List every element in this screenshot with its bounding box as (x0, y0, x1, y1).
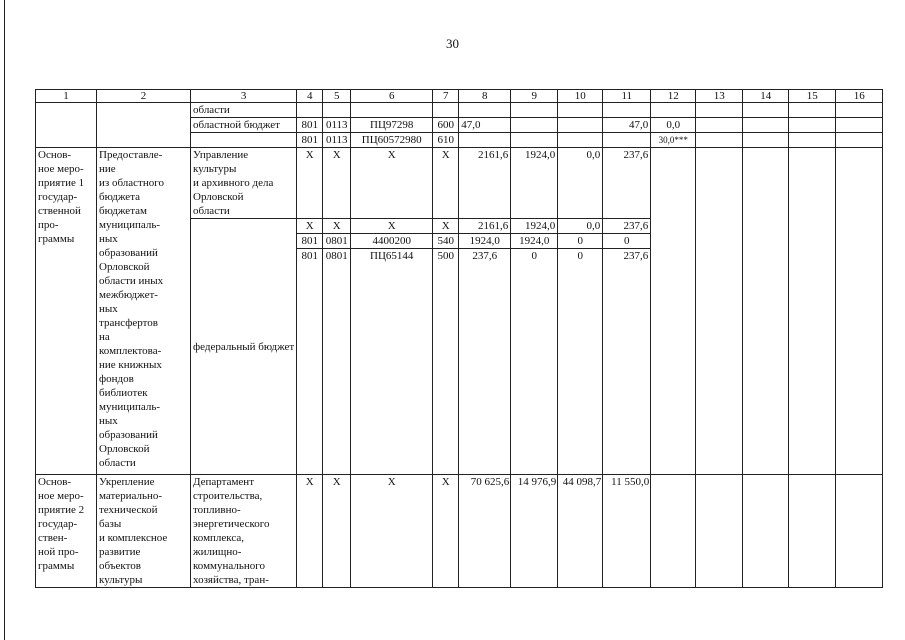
csr-cell: ПЦ65144 (351, 249, 433, 475)
text-line: ных (99, 233, 118, 245)
value-cell: 0 (558, 234, 603, 249)
text-line: Орловской (193, 191, 244, 203)
text-line: ствен- (38, 532, 68, 544)
rzpr-cell: 0801 (323, 234, 351, 249)
header-cell: 12 (651, 90, 696, 103)
page-edge-line (4, 0, 5, 640)
text-line: на (99, 331, 110, 343)
text-line: межбюджет- (99, 289, 158, 301)
header-cell: 9 (511, 90, 558, 103)
header-cell: 13 (696, 90, 743, 103)
text-line: муниципаль- (99, 401, 161, 413)
text-line: библиотек (99, 387, 148, 399)
measure-name-cell (36, 475, 97, 588)
value-cell: 14 976,9 (511, 475, 558, 588)
table-row (36, 148, 883, 219)
grbs-cell: X (297, 148, 323, 219)
text-line: культуры (99, 574, 143, 586)
header-cell: 5 (323, 90, 351, 103)
value-cell: 2161,6 (459, 148, 511, 219)
responsible-cell (191, 475, 297, 588)
table-row (36, 475, 883, 588)
text-line: Предоставле- (99, 149, 163, 161)
vr-cell: X (433, 475, 459, 588)
text-line: и архивного дела (193, 177, 274, 189)
value-cell: 0 (558, 249, 603, 475)
text-line: бюджетам (99, 205, 147, 217)
vr-cell: X (433, 219, 459, 234)
csr-cell: X (351, 475, 433, 588)
responsible-cell (191, 148, 297, 219)
text-line: Орловской (99, 261, 150, 273)
text-line: базы (99, 518, 122, 530)
vr-cell: 500 (433, 249, 459, 475)
budget-cell: областной бюджет (191, 118, 297, 133)
text-line: комплектова- (99, 345, 162, 357)
text-line: хозяйства, тран- (193, 574, 269, 586)
text-line: комплекса, (193, 532, 245, 544)
value-cell: 11 550,0 (603, 475, 651, 588)
rzpr-cell: X (323, 219, 351, 234)
text-line: приятие 1 (38, 177, 85, 189)
value-cell: 1924,0 (511, 148, 558, 219)
value-cell: 1924,0 (459, 234, 511, 249)
text-line: ние книжных (99, 359, 162, 371)
header-cell: 3 (191, 90, 297, 103)
text-line: Орловской (99, 443, 150, 455)
header-cell: 7 (433, 90, 459, 103)
text-line: Укрепление (99, 476, 155, 488)
grbs-cell: 801 (297, 133, 323, 148)
text-line: приятие 2 (38, 504, 85, 516)
header-cell: 16 (836, 90, 883, 103)
text-line: ное меро- (38, 490, 84, 502)
text-line: области (99, 457, 136, 469)
header-cell: 14 (743, 90, 789, 103)
header-cell: 6 (351, 90, 433, 103)
text-line: жилищно- (193, 546, 242, 558)
text-line: ние (99, 163, 116, 175)
text-line: бюджета (99, 191, 141, 203)
grbs-cell: X (297, 219, 323, 234)
header-row (36, 90, 883, 103)
text-line: развитие (99, 546, 141, 558)
text-line: образований (99, 429, 158, 441)
text-line: энергетического (193, 518, 270, 530)
rzpr-cell: X (323, 475, 351, 588)
header-cell: 1 (36, 90, 97, 103)
rzpr-cell: 0801 (323, 249, 351, 475)
text-line: ных (99, 303, 118, 315)
text-line: государ- (38, 191, 78, 203)
header-cell: 11 (603, 90, 651, 103)
value-cell: 0,0 (558, 219, 603, 234)
cell-empty (36, 103, 97, 148)
text-line: Основ- (38, 476, 72, 488)
text-line: граммы (38, 233, 75, 245)
value-cell: 44 098,7 (558, 475, 603, 588)
header-cell: 15 (789, 90, 836, 103)
cell-empty (97, 103, 191, 148)
value-cell: 1924,0 (511, 219, 558, 234)
text-line: про- (38, 219, 59, 231)
text-line: муниципаль- (99, 219, 161, 231)
grbs-cell: 801 (297, 249, 323, 475)
rzpr-cell: 0113 (323, 133, 351, 148)
value-cell: 237,6 (603, 249, 651, 475)
vr-cell: 540 (433, 234, 459, 249)
text-line: объектов (99, 560, 141, 572)
text-line: коммунального (193, 560, 265, 572)
csr-cell: ПЦ60572980 (351, 133, 433, 148)
text-line: культуры (193, 163, 237, 175)
value-cell: 70 625,6 (459, 475, 511, 588)
csr-cell: X (351, 219, 433, 234)
text-line: Основ- (38, 149, 72, 161)
text-line: трансфертов (99, 317, 158, 329)
text-line: и комплексное (99, 532, 168, 544)
value-cell: 47,0 (603, 118, 651, 133)
text-line: технической (99, 504, 158, 516)
text-line: граммы (38, 560, 75, 572)
text-line: области иных (99, 275, 164, 287)
rzpr-cell: 0113 (323, 118, 351, 133)
value-cell: 2161,6 (459, 219, 511, 234)
value-cell: 237,6 (459, 249, 511, 475)
value-cell: 0,0 (651, 118, 696, 133)
text-line: ной про- (38, 546, 79, 558)
header-cell: 2 (97, 90, 191, 103)
value-cell: 237,6 (603, 148, 651, 219)
value-cell: 0 (603, 234, 651, 249)
text-line: ных (99, 415, 118, 427)
grbs-cell: 801 (297, 234, 323, 249)
responsible-cell: области (191, 103, 297, 118)
value-cell: 47,0 (459, 118, 511, 133)
budget-cell: федеральный бюджет (191, 219, 297, 475)
text-line: образований (99, 247, 158, 259)
text-line: ственной (38, 205, 81, 217)
text-line: Департамент (193, 476, 255, 488)
vr-cell: 610 (433, 133, 459, 148)
csr-cell: 4400200 (351, 234, 433, 249)
text-line: топливно- (193, 504, 241, 516)
value-cell: 0,0 (558, 148, 603, 219)
rzpr-cell: X (323, 148, 351, 219)
grbs-cell: 801 (297, 118, 323, 133)
vr-cell: X (433, 148, 459, 219)
measure-description-cell (97, 148, 191, 475)
text-line: фондов (99, 373, 134, 385)
csr-cell: ПЦ97298 (351, 118, 433, 133)
header-cell: 10 (558, 90, 603, 103)
text-line: ное меро- (38, 163, 84, 175)
text-line: области (193, 205, 230, 217)
value-cell: 0 (511, 249, 558, 475)
text-line: Управление (193, 149, 249, 161)
text-line: материально- (99, 490, 163, 502)
header-cell: 8 (459, 90, 511, 103)
vr-cell: 600 (433, 118, 459, 133)
budget-table (35, 89, 883, 588)
grbs-cell: X (297, 475, 323, 588)
text-line: строительства, (193, 490, 263, 502)
text-line: государ- (38, 518, 78, 530)
table-row (36, 103, 883, 118)
header-cell: 4 (297, 90, 323, 103)
value-cell: 1924,0 (511, 234, 558, 249)
text-line: из областного (99, 177, 164, 189)
measure-description-cell (97, 475, 191, 588)
value-cell: 30,0*** (651, 133, 696, 148)
csr-cell: X (351, 148, 433, 219)
page-number: 30 (446, 36, 459, 51)
measure-name-cell (36, 148, 97, 475)
value-cell: 237,6 (603, 219, 651, 234)
